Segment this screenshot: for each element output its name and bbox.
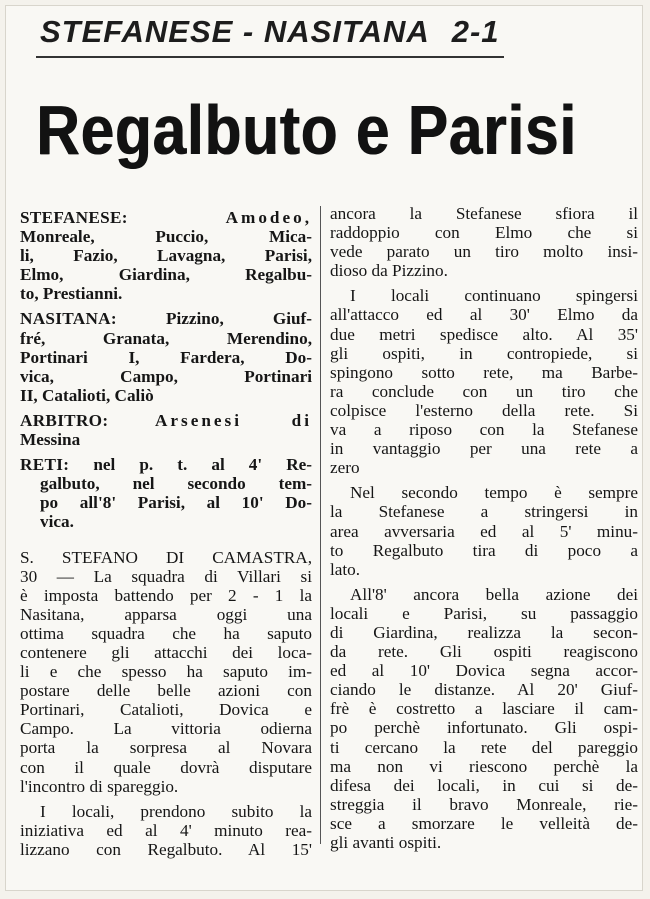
article-line: 30 — La squadra di Villari si — [20, 566, 312, 586]
lineup-line: Amodeo, — [225, 208, 312, 227]
article-line: I locali continuano spingersi — [350, 286, 638, 306]
goals-line: po all'8' Parisi, al 10' Do- — [40, 493, 312, 513]
lineup-line: Pizzino, Giuf- — [166, 309, 312, 329]
lineup-label: STEFANESE: — [20, 208, 128, 227]
article-line: gli avanti ospiti. — [330, 833, 442, 852]
article-line: porta la sorpresa al Novara — [20, 738, 312, 758]
article-line: li e che spesso ha saputo im- — [20, 662, 312, 682]
article-line: la Stefanese a stringersi in — [330, 502, 638, 522]
article-line: frè è costretto a lasciare il cam- — [330, 699, 638, 719]
article-line: di Giardina, realizza la secon- — [330, 622, 638, 642]
goals-line: nel p. t. al 4' Re- — [93, 455, 313, 475]
article-line: I locali, prendono subito la — [40, 801, 312, 821]
goals — [20, 455, 312, 531]
article-line: è imposta battendo per 2 - 1 la — [20, 585, 312, 605]
kicker-underline — [36, 56, 504, 58]
lineup-line: Elmo, Giardina, Regalbu- — [20, 265, 312, 285]
referee-label: ARBITRO: — [20, 410, 109, 430]
lineup-label: NASITANA: — [20, 309, 117, 329]
left-column — [20, 208, 312, 865]
lineup-nasitana — [20, 309, 312, 404]
article-line: lato. — [330, 559, 361, 579]
column-divider — [320, 206, 321, 844]
right-column — [330, 204, 638, 858]
article-line: raddoppio con Elmo che si — [330, 223, 638, 243]
article-line: spingono sotto rete, ma Barbe- — [330, 362, 638, 382]
article-paragraph — [330, 483, 638, 578]
article-line: to Regalbuto tira di poco a — [330, 540, 638, 560]
article-paragraph — [20, 802, 312, 859]
article-paragraph — [330, 204, 638, 280]
article-line: po perchè infortunato. Gli ospi- — [330, 718, 638, 738]
lineup-line: Portinari I, Fardera, Do- — [20, 347, 312, 367]
lineup-line: fré, Granata, Merendino, — [20, 328, 312, 348]
article-line: ancora la Stefanese sfiora il — [330, 204, 638, 223]
article-line: contenere gli attacchi dei loca- — [20, 642, 312, 662]
lineup-line: vica, Campo, Portinari — [20, 366, 312, 386]
lineup-line: Monreale, Puccio, Mica- — [20, 227, 312, 247]
article-line: ti cercano la rete del pareggio — [330, 737, 638, 757]
article-line: All'8' ancora bella azione dei — [350, 584, 638, 604]
match-score: 2-1 — [451, 14, 500, 49]
article-line: postare delle belle azioni con — [20, 681, 312, 701]
article-line: Nasitana, apparsa oggi una — [20, 604, 312, 624]
article-line: con il quale dovrà disputare — [20, 757, 312, 777]
article-line: dioso da Pizzino. — [330, 261, 448, 281]
article-line: Portinari, Catalioti, Dovica e — [20, 700, 312, 720]
article-paragraph — [330, 585, 638, 852]
article-line: area avversaria ed al 5' minu- — [330, 521, 638, 541]
article-line: due metri spedisce alto. Al 35' — [330, 324, 638, 344]
match-teams: STEFANESE - NASITANA — [40, 14, 430, 49]
goals-line: galbuto, nel secondo tem- — [40, 474, 312, 494]
article-line: vede parato un tiro molto insi- — [330, 242, 638, 262]
article-line: in vantaggio per una rete a — [330, 439, 638, 459]
article-line: colpisce l'esterno della rete. Si — [330, 400, 638, 420]
article-line: lizzano con Regalbuto. Al 15' — [20, 839, 312, 859]
article-paragraph — [330, 286, 638, 477]
goals-label: RETI: — [20, 455, 70, 475]
article-line: ra conclude con un tiro che — [330, 381, 638, 401]
article-line: zero — [330, 458, 360, 478]
lineup-stefanese — [20, 208, 312, 303]
headline: Regalbuto e Parisi — [36, 91, 577, 169]
article-line: da rete. Gli ospiti reagiscono — [330, 642, 638, 662]
article-line: locali e Parisi, su passaggio — [330, 603, 638, 623]
lineup-line: to, Prestianni. — [20, 284, 123, 304]
article-line: S. STEFANO DI CAMASTRA, — [20, 547, 312, 567]
article-line: all'attacco ed al 30' Elmo da — [330, 305, 638, 325]
lineup-line: II, Catalioti, Caliò — [20, 385, 154, 405]
article-line: streggia il bravo Monreale, rie- — [330, 794, 638, 814]
article-line: Nel secondo tempo è sempre — [350, 483, 638, 503]
article-line: difesa dei locali, in cui si de- — [330, 775, 638, 795]
article-line: ottima squadra che ha saputo — [20, 623, 312, 643]
article-line: ma non vi riescono perchè la — [330, 756, 638, 776]
article-line: sce a smorzare le velleità de- — [330, 813, 638, 833]
referee-line: Arsenesi di — [155, 410, 313, 430]
match-result-kicker — [40, 14, 500, 50]
lineup-line: li, Fazio, Lavagna, Parisi, — [20, 246, 312, 266]
goals-line: vica. — [40, 512, 74, 532]
article-line: iniziativa ed al 4' minuto rea- — [20, 820, 312, 840]
referee-line: Messina — [20, 430, 81, 450]
article-line: gli ospiti, in contropiede, si — [330, 343, 638, 363]
article-line: Campo. La vittoria odierna — [20, 719, 312, 739]
article-line: ciando le distanze. Al 20' Giuf- — [330, 680, 638, 700]
article-line: l'incontro di spareggio. — [20, 776, 179, 796]
article-paragraph — [20, 548, 312, 796]
article-line: va a riposo con la Stefanese — [330, 420, 638, 440]
referee — [20, 411, 312, 449]
article-line: ed al 10' Dovica segna accor- — [330, 661, 638, 681]
